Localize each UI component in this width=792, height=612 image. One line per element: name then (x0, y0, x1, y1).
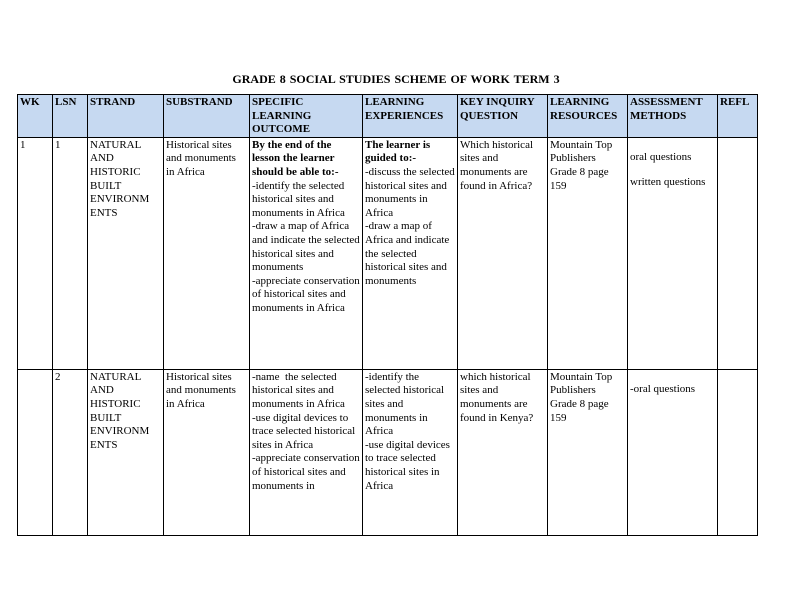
header-learning-resources: LEARNING RESOURCES (548, 95, 628, 138)
cell-substrand: Historical sites and monuments in Africa (164, 137, 250, 369)
cell-lsn: 1 (53, 137, 88, 369)
header-learning-experiences: LEARNING EXPERIENCES (363, 95, 458, 138)
header-wk: WK (18, 95, 53, 138)
header-assessment-methods: ASSESSMENT METHODS (628, 95, 718, 138)
scheme-of-work-table (17, 94, 758, 536)
cell-learning-experiences (363, 137, 458, 369)
experience-intro: The learner is guided to:- (365, 138, 433, 165)
table-row (18, 137, 758, 369)
experience-item: -draw a map of Africa and indicate the selected historical sites and monuments (365, 220, 453, 287)
slo-intro: By the end of the lesson the learner should be able to:- (252, 138, 339, 178)
experience-item: -use digital devices to trace selected historical sites in Africa (365, 438, 453, 492)
header-key-inquiry-question: KEY INQUIRY QUESTION (458, 95, 548, 138)
cell-substrand: Historical sites and monuments in Africa (164, 369, 250, 535)
table-header-row (18, 95, 758, 138)
cell-key-inquiry-question: which historical sites and monuments are found in Kenya? (458, 369, 548, 535)
cell-learning-experiences (363, 369, 458, 535)
spacer (630, 164, 715, 176)
cell-lsn: 2 (53, 369, 88, 535)
assessment-item: written questions (630, 176, 706, 189)
cell-learning-resources: Mountain Top Publishers Grade 8 page 159 (548, 137, 628, 369)
slo-item: -identify the selected historical sites and monuments in Africa (252, 179, 347, 219)
cell-strand: NATURAL AND HISTORIC BUILT ENVIRONM ENTS (88, 137, 164, 369)
table-row (18, 369, 758, 535)
cell-specific-learning-outcome (250, 137, 363, 369)
assessment-item: -oral questions (630, 382, 696, 395)
cell-strand: NATURAL AND HISTORIC BUILT ENVIRONM ENTS (88, 369, 164, 535)
experience-item: -discuss the selected historical sites and monuments in Africa (365, 165, 458, 219)
cell-assessment-methods (628, 137, 718, 369)
cell-wk: 1 (18, 137, 53, 369)
cell-learning-resources: Mountain Top Publishers Grade 8 page 159 (548, 369, 628, 535)
slo-item: -draw a map of Africa and indicate the selected historical sites and monuments (252, 220, 363, 274)
slo-item: -name the selected historical sites and monuments in Africa (252, 370, 345, 410)
spacer (630, 139, 715, 151)
cell-assessment-methods (628, 369, 718, 535)
slo-item: -appreciate conservation of historical sites and monuments in (252, 452, 363, 492)
cell-specific-learning-outcome (250, 369, 363, 535)
header-substrand: SUBSTRAND (164, 95, 250, 138)
cell-key-inquiry-question: Which historical sites and monuments are found in Africa? (458, 137, 548, 369)
header-lsn: LSN (53, 95, 88, 138)
cell-reflection (718, 369, 758, 535)
spacer (630, 371, 715, 383)
cell-wk (18, 369, 53, 535)
document-title: GRADE 8 SOCIAL STUDIES SCHEME OF WORK TERM 3 (232, 72, 560, 86)
experience-item: -identify the selected historical sites and monuments in Africa (365, 370, 447, 438)
header-specific-learning-outcome: SPECIFIC LEARNING OUTCOME (250, 95, 363, 138)
header-strand: STRAND (88, 95, 164, 138)
assessment-item: oral questions (630, 150, 692, 163)
slo-item: -use digital devices to trace selected historical sites in Africa (252, 411, 358, 451)
cell-reflection (718, 137, 758, 369)
slo-item: -appreciate conservation of historical sites and monuments in Africa (252, 274, 363, 314)
header-reflection: REFL (718, 95, 758, 138)
